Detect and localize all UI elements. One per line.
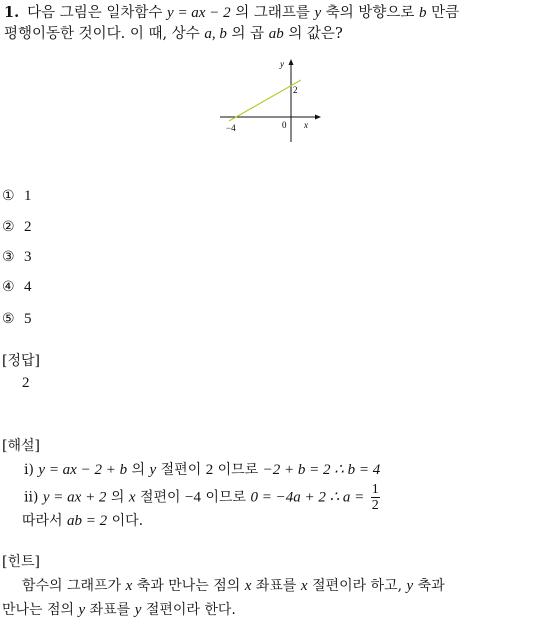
choice-mark: ① bbox=[2, 188, 15, 204]
var: y bbox=[406, 578, 414, 594]
hint-line-2 bbox=[2, 600, 236, 620]
choice-value: 3 bbox=[24, 249, 32, 265]
choice-3[interactable] bbox=[2, 248, 32, 266]
fraction-one-half bbox=[371, 482, 380, 513]
question-text: 축의 방향으로 bbox=[325, 5, 415, 21]
step-label: ⅱ) bbox=[24, 489, 39, 506]
y-axis-label: y bbox=[280, 59, 284, 69]
question-text: 의 곱 bbox=[231, 26, 265, 42]
choice-mark: ⑤ bbox=[2, 311, 15, 327]
text: 이다. bbox=[111, 513, 144, 529]
var: x bbox=[125, 578, 133, 594]
axis-var: y bbox=[314, 5, 322, 21]
text: 절편이 bbox=[140, 489, 181, 506]
text: 만나는 점의 bbox=[2, 602, 75, 618]
var: x bbox=[128, 489, 136, 506]
choice-value: 4 bbox=[24, 279, 32, 295]
text: 절편이 bbox=[160, 462, 202, 478]
x-intercept-label: −4 bbox=[226, 123, 236, 133]
choice-value: 1 bbox=[24, 188, 32, 204]
explanation-conclusion bbox=[22, 511, 143, 531]
text: 절편이라 하고, bbox=[312, 578, 403, 594]
question-number: 1. bbox=[4, 4, 20, 21]
text: 의 bbox=[110, 489, 125, 506]
graph-line bbox=[229, 80, 301, 121]
choice-2[interactable] bbox=[2, 218, 32, 236]
choice-mark: ④ bbox=[2, 279, 15, 295]
question-line-2 bbox=[4, 24, 343, 44]
y-intercept-label: 2 bbox=[293, 85, 298, 95]
choice-5[interactable] bbox=[2, 310, 32, 328]
text: 함수의 그래프가 bbox=[22, 578, 122, 594]
y-axis-arrow bbox=[289, 59, 294, 65]
question-line-1 bbox=[4, 3, 459, 23]
number: 2 bbox=[205, 462, 214, 478]
text: 따라서 bbox=[22, 513, 63, 529]
answer-value bbox=[22, 373, 30, 393]
var: x bbox=[244, 578, 252, 594]
equation: y = ax + 2 bbox=[42, 489, 107, 506]
number: −4 bbox=[185, 489, 201, 506]
text: 축과 만나는 점의 bbox=[136, 578, 241, 594]
origin-label: 0 bbox=[282, 120, 287, 130]
question-text: 만큼 bbox=[431, 5, 460, 21]
var: x bbox=[300, 578, 308, 594]
product-ab: ab bbox=[268, 26, 284, 42]
var: y bbox=[134, 602, 142, 618]
text: 좌표를 bbox=[89, 602, 131, 618]
equation: 0 = −4a + 2 ∴ a = bbox=[250, 489, 365, 506]
text: 이므로 bbox=[217, 462, 259, 478]
var: y bbox=[149, 462, 157, 478]
var-b: b bbox=[419, 5, 427, 21]
explanation-step-2 bbox=[24, 482, 380, 513]
answer-number: 2 bbox=[22, 375, 30, 391]
frac-numerator: 1 bbox=[371, 482, 379, 497]
question-text: 의 값은? bbox=[288, 26, 343, 42]
function-equation: y = ax − 2 bbox=[167, 5, 231, 21]
choice-4[interactable] bbox=[2, 278, 32, 296]
choice-1[interactable] bbox=[2, 187, 32, 205]
equation: y = ax − 2 + b bbox=[38, 462, 128, 478]
question-text: 다음 그림은 일차함수 bbox=[27, 5, 163, 21]
text: 좌표를 bbox=[255, 578, 297, 594]
text: 의 bbox=[131, 462, 146, 478]
text: 절편이라 한다. bbox=[145, 602, 236, 618]
step-label: ⅰ) bbox=[24, 462, 34, 478]
equation: ab = 2 bbox=[67, 513, 108, 529]
constants: a, b bbox=[204, 26, 227, 42]
question-text: 평행이동한 것이다. 이 때, 상수 bbox=[4, 26, 200, 42]
x-axis-arrow bbox=[315, 115, 321, 120]
answer-heading: [정답] bbox=[2, 353, 40, 369]
choice-mark: ③ bbox=[2, 249, 15, 265]
text: 이므로 bbox=[205, 489, 247, 506]
choice-value: 2 bbox=[24, 219, 32, 235]
function-graph bbox=[215, 57, 325, 147]
choice-value: 5 bbox=[24, 311, 32, 327]
hint-line-1 bbox=[22, 576, 445, 596]
explanation-step-1 bbox=[24, 460, 380, 480]
var: y bbox=[78, 602, 86, 618]
frac-denominator: 2 bbox=[371, 498, 379, 513]
choice-mark: ② bbox=[2, 219, 15, 235]
text: 축과 bbox=[417, 578, 445, 594]
equation: −2 + b = 2 ∴ b = 4 bbox=[262, 462, 381, 478]
hint-heading: [힌트] bbox=[2, 554, 40, 570]
explanation-heading: [해설] bbox=[2, 438, 40, 454]
x-axis-label: x bbox=[304, 120, 308, 130]
question-text: 의 그래프를 bbox=[235, 5, 310, 21]
